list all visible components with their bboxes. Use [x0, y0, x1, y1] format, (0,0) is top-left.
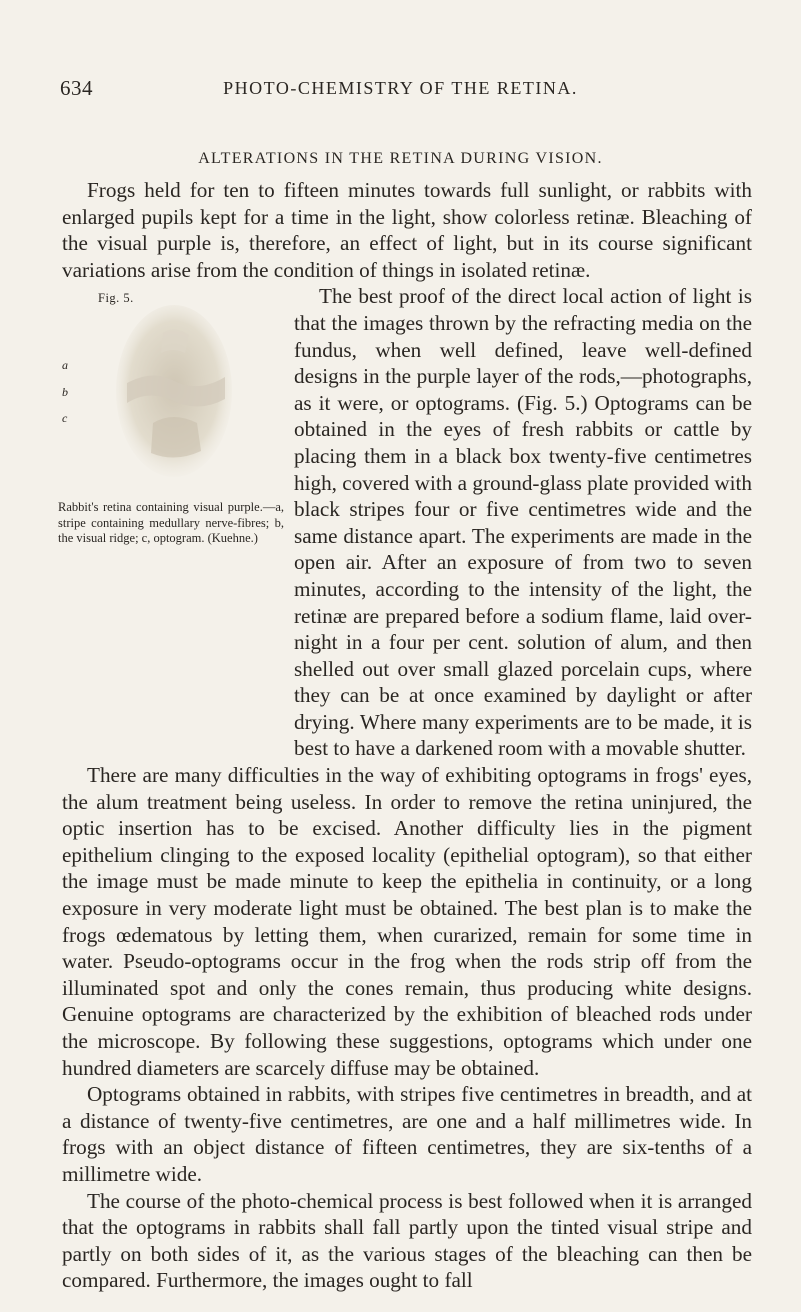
running-head: PHOTO-CHEMISTRY OF THE RETINA. — [223, 78, 578, 98]
section-title: ALTERATIONS IN THE RETINA DURING VISION. — [198, 150, 603, 167]
figure-letter-a: a — [62, 358, 68, 373]
figure-caption: Rabbit's retina containing visual purple.—a, stripe containing medullary nerve-fibres; b, the visual ridge; c, optogram. (Kuehne.) — [58, 500, 284, 546]
body-text — [58, 177, 752, 1294]
figure-letter-c: c — [62, 411, 68, 426]
paragraph: The course of the photo-chemical process is best followed when it is arranged that the optograms in rabbits shall fall partly upon the tinted visual stripe and partly on both sides of it, as the various stages of the bleaching can then be compared. Furthermore, the images ought to fall — [62, 1188, 752, 1293]
paragraph: There are many difficulties in the way of exhibiting optograms in frogs' eyes, the alum treatment being useless. In order to remove the retina uninjured, the optic insertion has to be excised. Another difficulty lies in the pigment epithelium clinging to the exposed locality (epithelial optogram), so that either the image must be made minute to keep the epithelia in continuity, or a long exposure in very moderate light must be obtained. The best plan is to make the frogs œdematous by letting them, when curarized, remain for some time in water. Pseudo-optograms occur in the frog when the rods strip off from the illuminated spot and only the cones remain, thus producing white designs. Genuine optograms are characterized by the exhibition of bleached rods under the microscope. By following these suggestions, optograms which under one hundred diameters are scarcely diffuse may be obtained. — [62, 763, 752, 1080]
retina-illustration — [113, 303, 235, 479]
figure-letter-b: b — [62, 385, 68, 400]
figure-5 — [58, 283, 286, 736]
paragraph: Frogs held for ten to fifteen minutes towards full sunlight, or rabbits with enlarged pupils kept for a time in the light, show colorless retinæ. Bleaching of the visual purple is, therefore, an effect of light, but in its course significant variations arise from the condition of things in isolated retinæ. — [62, 178, 752, 282]
paragraph: The best proof of the direct local action of light is that the images thrown by the refracting media on the fundus, when well defined, leave well-defined designs in the purple layer of the rods,—photographs, as it were, or optograms. (Fig. 5.) Optograms can be obtained in the eyes of fresh rabbits or cattle by placing them in a black box twenty-five centimetres high, covered with a ground-glass plate provided with black stripes four or five centimetres wide and the same distance apart. The experiments are made in the open air. After an exposure of from two to seven minutes, according to the intensity of the light, the retinæ are prepared before a sodium flame, laid over-night in a four per cent. solution of alum, and then shelled out over small glazed porcelain cups, where they can be at once examined by daylight or after drying. Where many experiments are to be made, it is best to have a darkened room with a movable shutter. — [294, 284, 752, 761]
figure-label: Fig. 5. — [98, 291, 134, 306]
page-header — [60, 76, 741, 106]
paragraph: Optograms obtained in rabbits, with stripes five centimetres in breadth, and at a distance of twenty-five centimetres, are one and a half millimetres wide. In frogs with an object distance of fifteen centimetres, they are six-tenths of a millimetre wide. — [62, 1082, 752, 1186]
page-number: 634 — [60, 76, 93, 100]
